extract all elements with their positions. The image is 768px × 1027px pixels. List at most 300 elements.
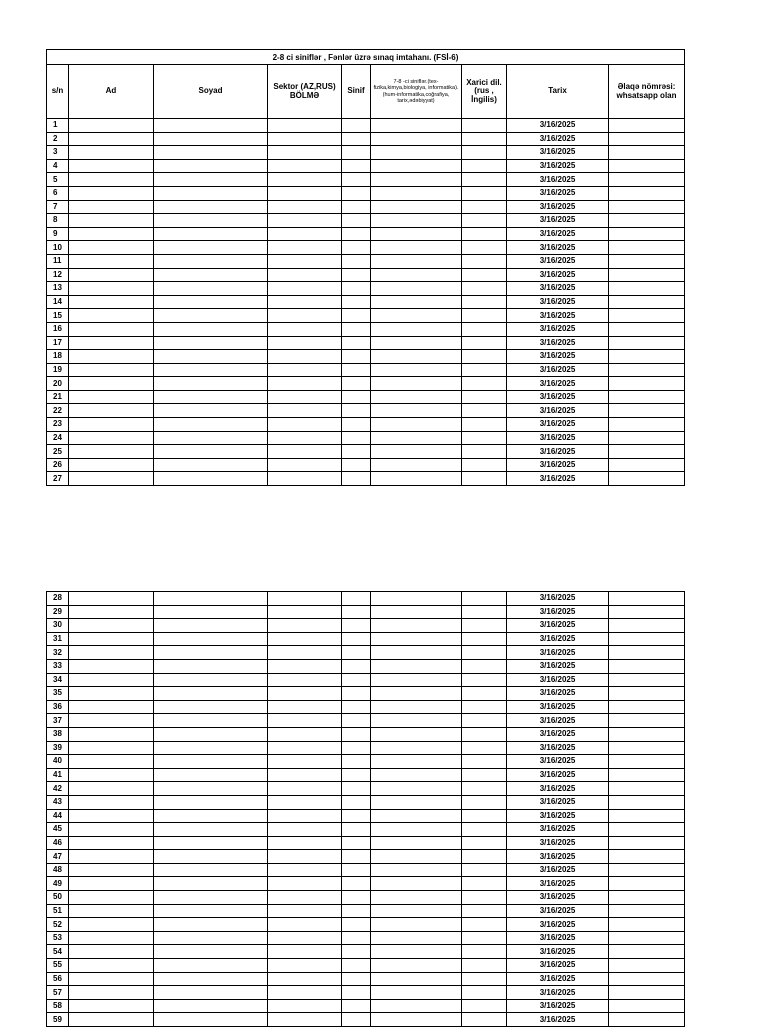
- cell-fenn[interactable]: [371, 850, 462, 864]
- cell-sektor[interactable]: [268, 592, 342, 606]
- cell-fenn[interactable]: [371, 700, 462, 714]
- cell-ad[interactable]: [69, 986, 154, 1000]
- cell-sinif[interactable]: [342, 904, 371, 918]
- cell-soyad[interactable]: [154, 755, 268, 769]
- cell-xarici[interactable]: [462, 445, 507, 459]
- cell-sinif[interactable]: [342, 404, 371, 418]
- cell-sektor[interactable]: [268, 186, 342, 200]
- cell-fenn[interactable]: [371, 809, 462, 823]
- cell-fenn[interactable]: [371, 619, 462, 633]
- cell-soyad[interactable]: [154, 472, 268, 486]
- cell-sektor[interactable]: [268, 891, 342, 905]
- cell-soyad[interactable]: [154, 200, 268, 214]
- cell-soyad[interactable]: [154, 863, 268, 877]
- cell-soyad[interactable]: [154, 132, 268, 146]
- cell-soyad[interactable]: [154, 350, 268, 364]
- cell-fenn[interactable]: [371, 254, 462, 268]
- cell-xarici[interactable]: [462, 918, 507, 932]
- cell-sektor[interactable]: [268, 836, 342, 850]
- cell-xarici[interactable]: [462, 986, 507, 1000]
- cell-elaqe[interactable]: [609, 592, 685, 606]
- cell-sinif[interactable]: [342, 959, 371, 973]
- cell-soyad[interactable]: [154, 390, 268, 404]
- cell-fenn[interactable]: [371, 904, 462, 918]
- cell-sinif[interactable]: [342, 363, 371, 377]
- cell-soyad[interactable]: [154, 959, 268, 973]
- cell-ad[interactable]: [69, 904, 154, 918]
- cell-soyad[interactable]: [154, 418, 268, 432]
- cell-soyad[interactable]: [154, 214, 268, 228]
- cell-sinif[interactable]: [342, 119, 371, 133]
- cell-sinif[interactable]: [342, 741, 371, 755]
- cell-soyad[interactable]: [154, 146, 268, 160]
- cell-xarici[interactable]: [462, 282, 507, 296]
- cell-xarici[interactable]: [462, 227, 507, 241]
- cell-sinif[interactable]: [342, 377, 371, 391]
- cell-fenn[interactable]: [371, 945, 462, 959]
- cell-elaqe[interactable]: [609, 336, 685, 350]
- cell-xarici[interactable]: [462, 931, 507, 945]
- cell-soyad[interactable]: [154, 119, 268, 133]
- cell-elaqe[interactable]: [609, 809, 685, 823]
- cell-sektor[interactable]: [268, 445, 342, 459]
- cell-elaqe[interactable]: [609, 891, 685, 905]
- cell-elaqe[interactable]: [609, 904, 685, 918]
- cell-elaqe[interactable]: [609, 999, 685, 1013]
- cell-sektor[interactable]: [268, 605, 342, 619]
- cell-ad[interactable]: [69, 309, 154, 323]
- cell-ad[interactable]: [69, 619, 154, 633]
- cell-fenn[interactable]: [371, 659, 462, 673]
- cell-elaqe[interactable]: [609, 687, 685, 701]
- cell-fenn[interactable]: [371, 986, 462, 1000]
- cell-ad[interactable]: [69, 727, 154, 741]
- cell-sinif[interactable]: [342, 322, 371, 336]
- cell-xarici[interactable]: [462, 673, 507, 687]
- cell-elaqe[interactable]: [609, 322, 685, 336]
- cell-xarici[interactable]: [462, 646, 507, 660]
- cell-ad[interactable]: [69, 659, 154, 673]
- cell-sektor[interactable]: [268, 173, 342, 187]
- cell-sektor[interactable]: [268, 350, 342, 364]
- cell-sinif[interactable]: [342, 619, 371, 633]
- cell-soyad[interactable]: [154, 309, 268, 323]
- cell-sektor[interactable]: [268, 755, 342, 769]
- cell-xarici[interactable]: [462, 472, 507, 486]
- cell-fenn[interactable]: [371, 404, 462, 418]
- cell-sinif[interactable]: [342, 173, 371, 187]
- cell-elaqe[interactable]: [609, 700, 685, 714]
- cell-ad[interactable]: [69, 700, 154, 714]
- cell-soyad[interactable]: [154, 592, 268, 606]
- cell-xarici[interactable]: [462, 619, 507, 633]
- cell-sektor[interactable]: [268, 214, 342, 228]
- cell-sinif[interactable]: [342, 986, 371, 1000]
- cell-elaqe[interactable]: [609, 945, 685, 959]
- cell-sinif[interactable]: [342, 727, 371, 741]
- cell-sinif[interactable]: [342, 673, 371, 687]
- cell-xarici[interactable]: [462, 999, 507, 1013]
- cell-fenn[interactable]: [371, 268, 462, 282]
- cell-elaqe[interactable]: [609, 431, 685, 445]
- cell-fenn[interactable]: [371, 687, 462, 701]
- cell-elaqe[interactable]: [609, 714, 685, 728]
- cell-elaqe[interactable]: [609, 458, 685, 472]
- cell-soyad[interactable]: [154, 999, 268, 1013]
- cell-elaqe[interactable]: [609, 227, 685, 241]
- cell-fenn[interactable]: [371, 782, 462, 796]
- cell-ad[interactable]: [69, 458, 154, 472]
- cell-sinif[interactable]: [342, 159, 371, 173]
- cell-fenn[interactable]: [371, 214, 462, 228]
- cell-sinif[interactable]: [342, 850, 371, 864]
- cell-xarici[interactable]: [462, 159, 507, 173]
- cell-soyad[interactable]: [154, 986, 268, 1000]
- cell-sinif[interactable]: [342, 768, 371, 782]
- cell-soyad[interactable]: [154, 295, 268, 309]
- cell-xarici[interactable]: [462, 146, 507, 160]
- cell-xarici[interactable]: [462, 132, 507, 146]
- cell-sinif[interactable]: [342, 458, 371, 472]
- cell-xarici[interactable]: [462, 336, 507, 350]
- cell-ad[interactable]: [69, 159, 154, 173]
- cell-elaqe[interactable]: [609, 972, 685, 986]
- cell-sinif[interactable]: [342, 700, 371, 714]
- cell-ad[interactable]: [69, 445, 154, 459]
- cell-ad[interactable]: [69, 741, 154, 755]
- cell-soyad[interactable]: [154, 727, 268, 741]
- cell-xarici[interactable]: [462, 823, 507, 837]
- cell-ad[interactable]: [69, 836, 154, 850]
- cell-xarici[interactable]: [462, 458, 507, 472]
- cell-soyad[interactable]: [154, 768, 268, 782]
- cell-elaqe[interactable]: [609, 186, 685, 200]
- cell-soyad[interactable]: [154, 173, 268, 187]
- cell-soyad[interactable]: [154, 741, 268, 755]
- cell-elaqe[interactable]: [609, 782, 685, 796]
- cell-soyad[interactable]: [154, 159, 268, 173]
- cell-ad[interactable]: [69, 350, 154, 364]
- cell-xarici[interactable]: [462, 322, 507, 336]
- cell-sinif[interactable]: [342, 295, 371, 309]
- cell-xarici[interactable]: [462, 377, 507, 391]
- cell-soyad[interactable]: [154, 850, 268, 864]
- cell-ad[interactable]: [69, 795, 154, 809]
- cell-ad[interactable]: [69, 918, 154, 932]
- cell-fenn[interactable]: [371, 727, 462, 741]
- cell-elaqe[interactable]: [609, 931, 685, 945]
- cell-fenn[interactable]: [371, 322, 462, 336]
- cell-elaqe[interactable]: [609, 350, 685, 364]
- cell-fenn[interactable]: [371, 458, 462, 472]
- cell-fenn[interactable]: [371, 959, 462, 973]
- cell-elaqe[interactable]: [609, 850, 685, 864]
- cell-fenn[interactable]: [371, 186, 462, 200]
- cell-fenn[interactable]: [371, 200, 462, 214]
- cell-sinif[interactable]: [342, 877, 371, 891]
- cell-sinif[interactable]: [342, 972, 371, 986]
- cell-sektor[interactable]: [268, 714, 342, 728]
- cell-elaqe[interactable]: [609, 632, 685, 646]
- cell-xarici[interactable]: [462, 418, 507, 432]
- cell-sektor[interactable]: [268, 431, 342, 445]
- cell-ad[interactable]: [69, 1013, 154, 1027]
- cell-fenn[interactable]: [371, 931, 462, 945]
- cell-soyad[interactable]: [154, 809, 268, 823]
- cell-xarici[interactable]: [462, 891, 507, 905]
- cell-ad[interactable]: [69, 755, 154, 769]
- cell-sinif[interactable]: [342, 200, 371, 214]
- cell-sektor[interactable]: [268, 159, 342, 173]
- cell-sektor[interactable]: [268, 986, 342, 1000]
- cell-elaqe[interactable]: [609, 1013, 685, 1027]
- cell-soyad[interactable]: [154, 659, 268, 673]
- cell-ad[interactable]: [69, 959, 154, 973]
- cell-sinif[interactable]: [342, 605, 371, 619]
- cell-sinif[interactable]: [342, 632, 371, 646]
- cell-ad[interactable]: [69, 768, 154, 782]
- cell-elaqe[interactable]: [609, 472, 685, 486]
- cell-fenn[interactable]: [371, 418, 462, 432]
- cell-fenn[interactable]: [371, 363, 462, 377]
- cell-ad[interactable]: [69, 431, 154, 445]
- cell-fenn[interactable]: [371, 768, 462, 782]
- cell-ad[interactable]: [69, 945, 154, 959]
- cell-xarici[interactable]: [462, 309, 507, 323]
- cell-xarici[interactable]: [462, 904, 507, 918]
- cell-sektor[interactable]: [268, 795, 342, 809]
- cell-fenn[interactable]: [371, 836, 462, 850]
- cell-sinif[interactable]: [342, 445, 371, 459]
- cell-sinif[interactable]: [342, 472, 371, 486]
- cell-soyad[interactable]: [154, 363, 268, 377]
- cell-ad[interactable]: [69, 891, 154, 905]
- cell-sektor[interactable]: [268, 132, 342, 146]
- cell-sinif[interactable]: [342, 891, 371, 905]
- cell-soyad[interactable]: [154, 605, 268, 619]
- cell-fenn[interactable]: [371, 714, 462, 728]
- cell-elaqe[interactable]: [609, 659, 685, 673]
- cell-fenn[interactable]: [371, 972, 462, 986]
- cell-xarici[interactable]: [462, 768, 507, 782]
- cell-sektor[interactable]: [268, 295, 342, 309]
- cell-fenn[interactable]: [371, 605, 462, 619]
- cell-xarici[interactable]: [462, 755, 507, 769]
- cell-fenn[interactable]: [371, 350, 462, 364]
- cell-sektor[interactable]: [268, 945, 342, 959]
- cell-elaqe[interactable]: [609, 619, 685, 633]
- cell-xarici[interactable]: [462, 241, 507, 255]
- cell-xarici[interactable]: [462, 363, 507, 377]
- cell-sinif[interactable]: [342, 241, 371, 255]
- cell-ad[interactable]: [69, 377, 154, 391]
- cell-sinif[interactable]: [342, 714, 371, 728]
- cell-ad[interactable]: [69, 268, 154, 282]
- cell-sektor[interactable]: [268, 458, 342, 472]
- cell-soyad[interactable]: [154, 823, 268, 837]
- cell-xarici[interactable]: [462, 605, 507, 619]
- cell-fenn[interactable]: [371, 431, 462, 445]
- cell-sinif[interactable]: [342, 1013, 371, 1027]
- cell-soyad[interactable]: [154, 687, 268, 701]
- cell-sektor[interactable]: [268, 931, 342, 945]
- cell-soyad[interactable]: [154, 445, 268, 459]
- cell-ad[interactable]: [69, 472, 154, 486]
- cell-soyad[interactable]: [154, 646, 268, 660]
- cell-ad[interactable]: [69, 322, 154, 336]
- cell-sinif[interactable]: [342, 132, 371, 146]
- cell-fenn[interactable]: [371, 159, 462, 173]
- cell-sektor[interactable]: [268, 200, 342, 214]
- cell-sektor[interactable]: [268, 999, 342, 1013]
- cell-xarici[interactable]: [462, 1013, 507, 1027]
- cell-soyad[interactable]: [154, 904, 268, 918]
- cell-sektor[interactable]: [268, 146, 342, 160]
- cell-sektor[interactable]: [268, 673, 342, 687]
- cell-xarici[interactable]: [462, 350, 507, 364]
- cell-ad[interactable]: [69, 877, 154, 891]
- cell-soyad[interactable]: [154, 782, 268, 796]
- cell-xarici[interactable]: [462, 741, 507, 755]
- cell-ad[interactable]: [69, 809, 154, 823]
- cell-sektor[interactable]: [268, 322, 342, 336]
- cell-fenn[interactable]: [371, 891, 462, 905]
- cell-elaqe[interactable]: [609, 173, 685, 187]
- cell-ad[interactable]: [69, 632, 154, 646]
- cell-sinif[interactable]: [342, 146, 371, 160]
- cell-ad[interactable]: [69, 673, 154, 687]
- cell-elaqe[interactable]: [609, 241, 685, 255]
- cell-sinif[interactable]: [342, 186, 371, 200]
- cell-soyad[interactable]: [154, 404, 268, 418]
- cell-sektor[interactable]: [268, 768, 342, 782]
- cell-elaqe[interactable]: [609, 309, 685, 323]
- cell-fenn[interactable]: [371, 741, 462, 755]
- cell-xarici[interactable]: [462, 877, 507, 891]
- cell-ad[interactable]: [69, 336, 154, 350]
- cell-xarici[interactable]: [462, 254, 507, 268]
- cell-ad[interactable]: [69, 999, 154, 1013]
- cell-sinif[interactable]: [342, 254, 371, 268]
- cell-xarici[interactable]: [462, 700, 507, 714]
- cell-xarici[interactable]: [462, 727, 507, 741]
- cell-sinif[interactable]: [342, 431, 371, 445]
- cell-ad[interactable]: [69, 863, 154, 877]
- cell-xarici[interactable]: [462, 687, 507, 701]
- cell-elaqe[interactable]: [609, 863, 685, 877]
- cell-fenn[interactable]: [371, 336, 462, 350]
- cell-fenn[interactable]: [371, 795, 462, 809]
- cell-sektor[interactable]: [268, 850, 342, 864]
- cell-sektor[interactable]: [268, 904, 342, 918]
- cell-elaqe[interactable]: [609, 986, 685, 1000]
- cell-xarici[interactable]: [462, 200, 507, 214]
- cell-fenn[interactable]: [371, 445, 462, 459]
- cell-xarici[interactable]: [462, 945, 507, 959]
- cell-sektor[interactable]: [268, 227, 342, 241]
- cell-sektor[interactable]: [268, 619, 342, 633]
- cell-sektor[interactable]: [268, 282, 342, 296]
- cell-soyad[interactable]: [154, 632, 268, 646]
- cell-sinif[interactable]: [342, 809, 371, 823]
- cell-ad[interactable]: [69, 146, 154, 160]
- cell-soyad[interactable]: [154, 619, 268, 633]
- cell-sektor[interactable]: [268, 336, 342, 350]
- cell-elaqe[interactable]: [609, 646, 685, 660]
- cell-sinif[interactable]: [342, 999, 371, 1013]
- cell-elaqe[interactable]: [609, 877, 685, 891]
- cell-elaqe[interactable]: [609, 200, 685, 214]
- cell-sinif[interactable]: [342, 782, 371, 796]
- cell-sinif[interactable]: [342, 687, 371, 701]
- cell-fenn[interactable]: [371, 241, 462, 255]
- cell-fenn[interactable]: [371, 390, 462, 404]
- cell-fenn[interactable]: [371, 377, 462, 391]
- cell-soyad[interactable]: [154, 945, 268, 959]
- cell-fenn[interactable]: [371, 918, 462, 932]
- cell-soyad[interactable]: [154, 972, 268, 986]
- cell-elaqe[interactable]: [609, 795, 685, 809]
- cell-elaqe[interactable]: [609, 214, 685, 228]
- cell-elaqe[interactable]: [609, 959, 685, 973]
- cell-sektor[interactable]: [268, 687, 342, 701]
- cell-elaqe[interactable]: [609, 254, 685, 268]
- cell-ad[interactable]: [69, 295, 154, 309]
- cell-fenn[interactable]: [371, 863, 462, 877]
- cell-soyad[interactable]: [154, 714, 268, 728]
- cell-sinif[interactable]: [342, 659, 371, 673]
- cell-ad[interactable]: [69, 605, 154, 619]
- cell-ad[interactable]: [69, 972, 154, 986]
- cell-soyad[interactable]: [154, 795, 268, 809]
- cell-fenn[interactable]: [371, 1013, 462, 1027]
- cell-ad[interactable]: [69, 200, 154, 214]
- cell-elaqe[interactable]: [609, 119, 685, 133]
- cell-fenn[interactable]: [371, 309, 462, 323]
- cell-sektor[interactable]: [268, 823, 342, 837]
- cell-soyad[interactable]: [154, 336, 268, 350]
- cell-elaqe[interactable]: [609, 755, 685, 769]
- cell-xarici[interactable]: [462, 659, 507, 673]
- cell-xarici[interactable]: [462, 186, 507, 200]
- cell-fenn[interactable]: [371, 146, 462, 160]
- cell-sektor[interactable]: [268, 918, 342, 932]
- cell-elaqe[interactable]: [609, 146, 685, 160]
- cell-xarici[interactable]: [462, 214, 507, 228]
- cell-xarici[interactable]: [462, 390, 507, 404]
- cell-soyad[interactable]: [154, 186, 268, 200]
- cell-sektor[interactable]: [268, 390, 342, 404]
- cell-xarici[interactable]: [462, 795, 507, 809]
- cell-sinif[interactable]: [342, 268, 371, 282]
- cell-ad[interactable]: [69, 404, 154, 418]
- cell-sinif[interactable]: [342, 836, 371, 850]
- cell-sektor[interactable]: [268, 377, 342, 391]
- cell-sinif[interactable]: [342, 592, 371, 606]
- cell-soyad[interactable]: [154, 282, 268, 296]
- cell-elaqe[interactable]: [609, 282, 685, 296]
- cell-xarici[interactable]: [462, 972, 507, 986]
- cell-sektor[interactable]: [268, 659, 342, 673]
- cell-ad[interactable]: [69, 363, 154, 377]
- cell-elaqe[interactable]: [609, 418, 685, 432]
- cell-sektor[interactable]: [268, 268, 342, 282]
- cell-sektor[interactable]: [268, 632, 342, 646]
- cell-xarici[interactable]: [462, 959, 507, 973]
- cell-xarici[interactable]: [462, 632, 507, 646]
- cell-elaqe[interactable]: [609, 132, 685, 146]
- cell-fenn[interactable]: [371, 119, 462, 133]
